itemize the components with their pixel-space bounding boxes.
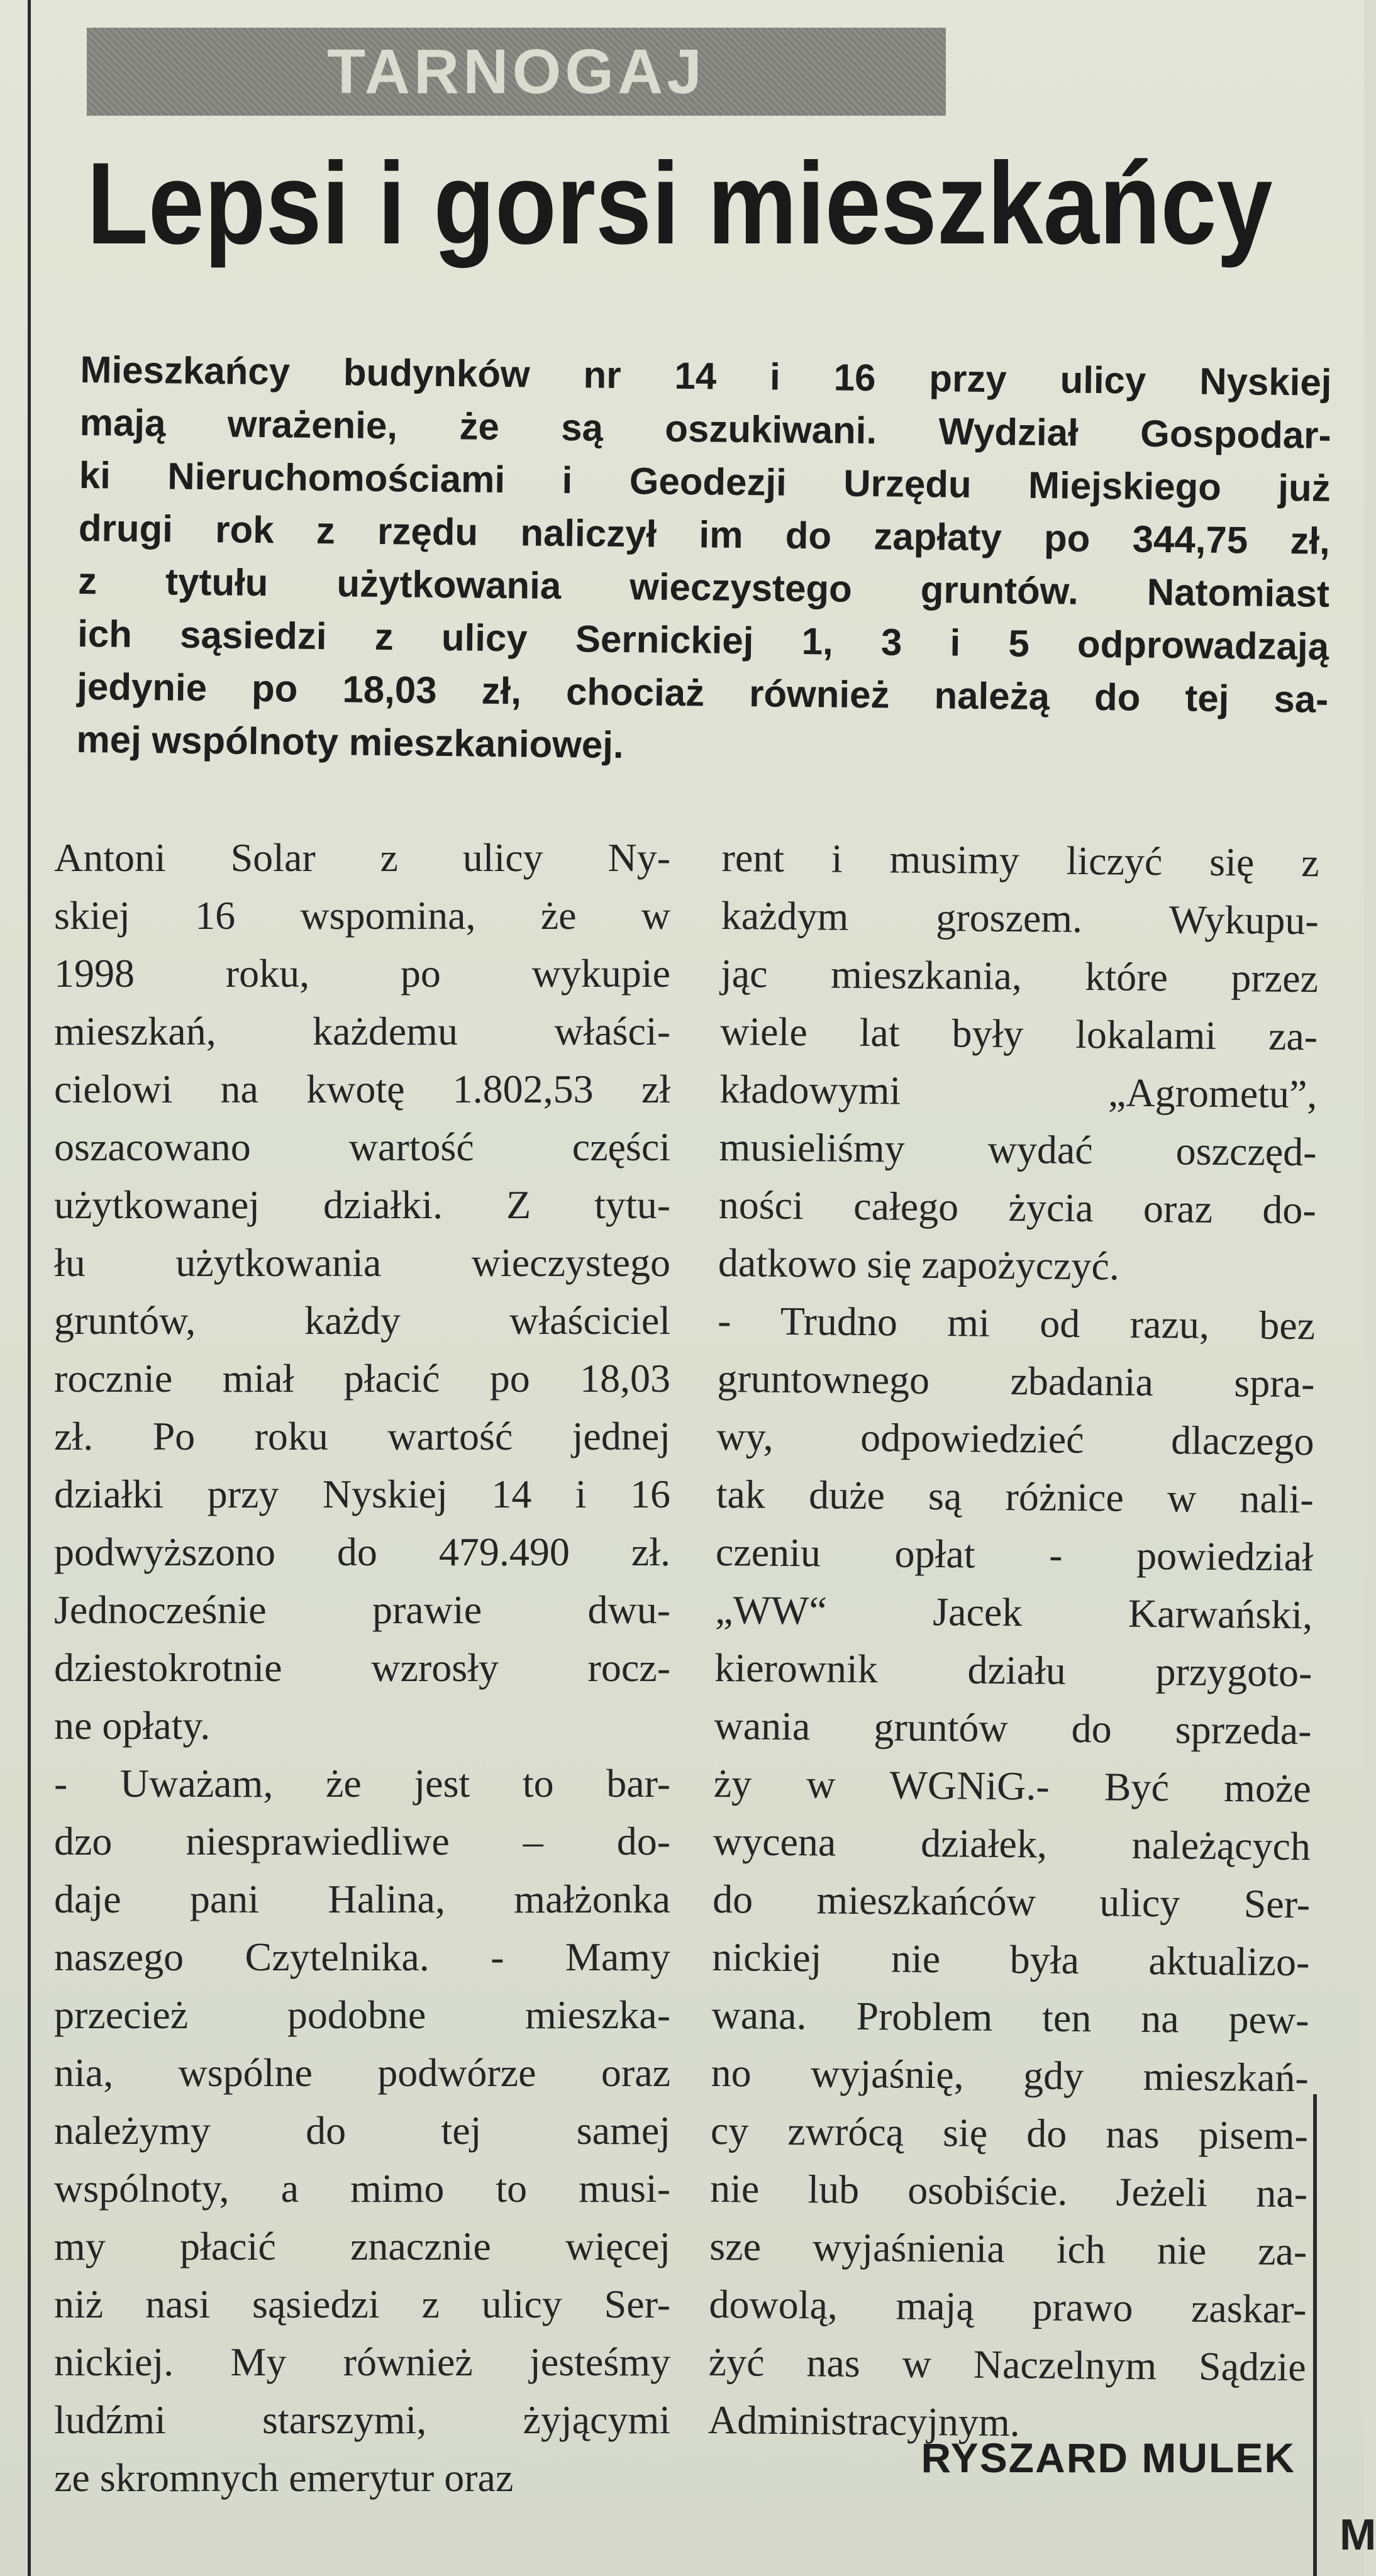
body-line: daje pani Halina, małżonka	[54, 1877, 670, 1921]
body-line: wiele lat były lokalami za-	[719, 1008, 1318, 1059]
body-line: kierownik działu przygoto-	[714, 1645, 1312, 1696]
lead-line: ki Nieruchomościami i Geodezji Urzędu Miejskiego już	[79, 453, 1331, 509]
body-line: datkowo się zapożyczyć.	[718, 1240, 1120, 1289]
body-line: zł. Po roku wartość jednej	[54, 1414, 670, 1458]
body-line: każdym groszem. Wykupu-	[721, 892, 1319, 943]
body-line: ży w WGNiG.- Być może	[713, 1760, 1312, 1811]
lead-line: jedynie po 18,03 zł, chociaż również należą do tej sa-	[76, 665, 1329, 721]
body-line: dziestokrotnie wzrosły rocz-	[54, 1645, 670, 1690]
body-line: działki przy Nyskiej 14 i 16	[54, 1472, 670, 1516]
body-line: Antoni Solar z ulicy Ny-	[54, 835, 670, 880]
body-column-left	[54, 829, 670, 2507]
column-rule-left	[28, 0, 31, 2576]
body-line: cy zwrócą się do nas pisem-	[710, 2107, 1309, 2158]
body-line: my płacić znacznie więcej	[54, 2224, 670, 2268]
adjacent-article-fragment: M	[1340, 2510, 1376, 2559]
body-line: no wyjaśnię, gdy mieszkań-	[711, 2050, 1309, 2101]
section-label: TARNOGAJ	[327, 36, 706, 107]
body-line: żyć nas w Naczelnym Sądzie	[708, 2339, 1307, 2390]
body-line: jąc mieszkania, które przez	[720, 950, 1319, 1001]
body-line: do mieszkańców ulicy Ser-	[712, 1876, 1311, 1927]
body-line: ne opłaty.	[54, 1703, 211, 1748]
body-line: dzo niesprawiedliwe – do-	[54, 1819, 670, 1863]
body-line: wspólnoty, a mimo to musi-	[54, 2166, 670, 2211]
body-line: nia, wspólne podwórze oraz	[54, 2050, 670, 2095]
lead-line: mają wrażenie, że są oszukiwani. Wydział Gospodar-	[79, 401, 1331, 457]
lead-line: drugi rok z rzędu naliczył im do zapłaty po 344,75 zł,	[78, 506, 1331, 562]
body-line: wycena działek, należących	[713, 1818, 1311, 1869]
body-line: ze skromnych emerytur oraz	[54, 2455, 514, 2500]
body-line: musieliśmy wydać oszczęd-	[719, 1124, 1317, 1175]
body-line: użytkowanej działki. Z tytu-	[54, 1182, 670, 1227]
body-line: gruntów, każdy właściciel	[54, 1298, 670, 1343]
body-line: rocznie miał płacić po 18,03	[54, 1356, 670, 1401]
article-lead	[76, 343, 1332, 779]
lead-line: ich sąsiedzi z ulicy Sernickiej 1, 3 i 5 odprowadzają	[77, 612, 1329, 668]
author-signature: RYSZARD MULEK	[921, 2434, 1296, 2481]
body-line: sze wyjaśnienia ich nie za-	[709, 2223, 1307, 2274]
body-line: tak duże są różnice w nali-	[716, 1471, 1314, 1522]
body-line: - Uważam, że jest to bar-	[54, 1761, 670, 1806]
body-line: ludźmi starszymi, żyjącymi	[54, 2397, 670, 2442]
body-line: podwyższono do 479.490 zł.	[54, 1530, 670, 1574]
body-line: łu użytkowania wieczystego	[54, 1240, 670, 1285]
body-line: wania gruntów do sprzeda-	[714, 1702, 1312, 1753]
body-line: czeniu opłat - powiedział	[715, 1529, 1314, 1580]
body-line: nickiej. My również jesteśmy	[54, 2340, 670, 2384]
body-line: oszacowano wartość części	[54, 1124, 670, 1169]
lead-line: z tytułu użytkowania wieczystego gruntów. Natomiast	[77, 559, 1330, 615]
lead-line: mej wspólnoty mieszkaniowej.	[76, 718, 624, 767]
article-headline: Lepsi i gorsi mieszkańcy	[87, 139, 1273, 269]
body-line: przecież podobne mieszka-	[54, 1992, 670, 2037]
body-line: ności całego życia oraz do-	[718, 1182, 1317, 1233]
column-rule-right	[1313, 2094, 1317, 2576]
body-line: należymy do tej samej	[54, 2108, 670, 2153]
body-line: „WW“ Jacek Karwański,	[714, 1587, 1313, 1638]
body-line: Administracyjnym.	[707, 2397, 1021, 2445]
body-line: dowolą, mają prawo zaskar-	[709, 2281, 1307, 2332]
body-line: nickiej nie była aktualizo-	[712, 1934, 1310, 1985]
body-line: cielowi na kwotę 1.802,53 zł	[54, 1067, 670, 1111]
body-line: kładowymi „Agrometu”,	[719, 1066, 1318, 1117]
body-line: wana. Problem ten na pew-	[711, 1992, 1309, 2043]
body-line: naszego Czytelnika. - Mamy	[54, 1935, 670, 1979]
body-column-right	[708, 829, 1319, 2454]
body-line: nie lub osobiście. Jeżeli na-	[709, 2165, 1308, 2216]
body-line: rent i musimy liczyć się z	[721, 835, 1319, 886]
body-line: 1998 roku, po wykupie	[54, 951, 670, 996]
body-line: niż nasi sąsiedzi z ulicy Ser-	[54, 2282, 670, 2326]
lead-line: Mieszkańcy budynków nr 14 i 16 przy ulicy Nyskiej	[80, 348, 1332, 404]
body-line: wy, odpowiedzieć dlaczego	[716, 1413, 1314, 1464]
body-line: Jednocześnie prawie dwu-	[54, 1587, 670, 1632]
body-line: gruntownego zbadania spra-	[717, 1355, 1315, 1406]
body-line: - Trudno mi od razu, bez	[717, 1297, 1316, 1348]
body-line: skiej 16 wspomina, że w	[54, 893, 670, 938]
body-line: mieszkań, każdemu właści-	[54, 1009, 670, 1053]
